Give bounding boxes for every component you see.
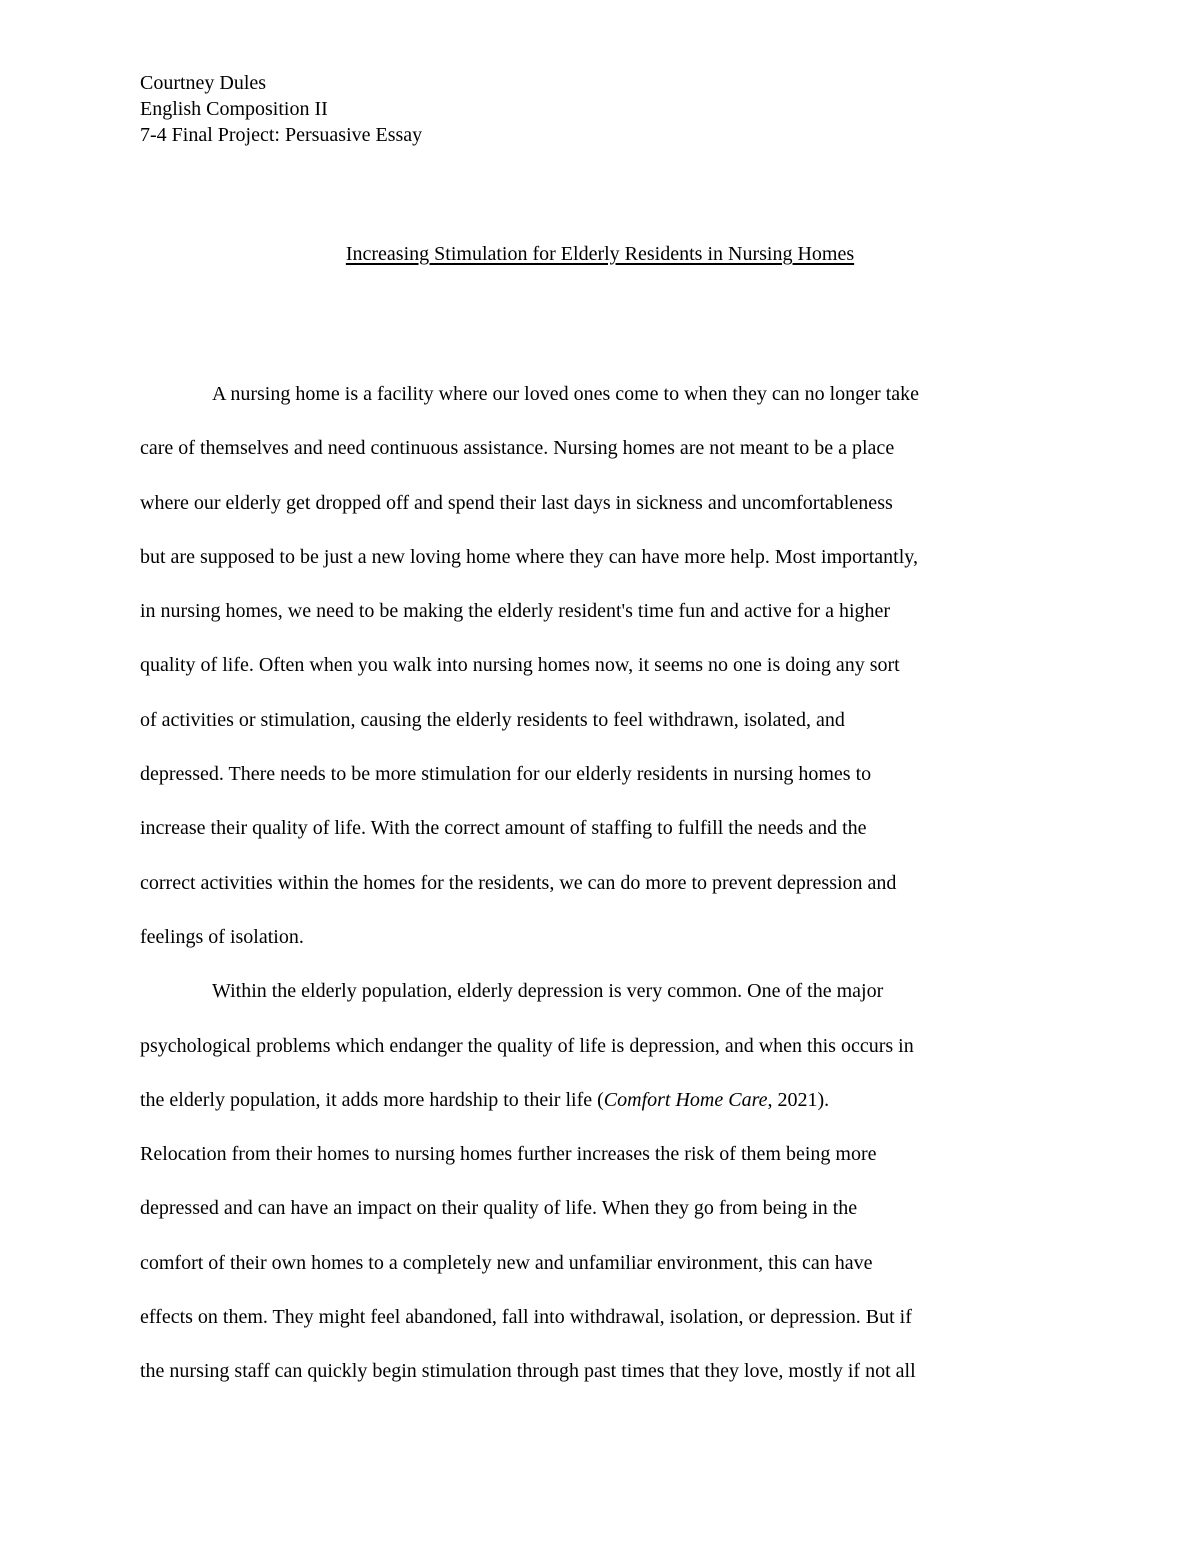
- essay-title: [140, 240, 1060, 268]
- paragraph-line: care of themselves and need continuous assistance. Nursing homes are not meant to be a place: [140, 437, 895, 460]
- paragraph-line: in nursing homes, we need to be making the elderly resident's time fun and active for a higher: [140, 600, 891, 623]
- paragraph-line: A nursing home is a facility where our loved ones come to when they can no longer take: [212, 383, 920, 405]
- paragraph-line: depressed and can have an impact on their quality of life. When they go from being in the: [140, 1197, 858, 1220]
- paragraph-line: feelings of isolation.: [140, 925, 304, 948]
- line-text-before-citation: the elderly population, it adds more hardship to their life (: [140, 1088, 604, 1111]
- line-text-after-citation: , 2021).: [767, 1088, 830, 1111]
- paragraph-line: comfort of their own homes to a completely new and unfamiliar environment, this can have: [140, 1251, 873, 1274]
- paragraph-line: correct activities within the homes for the residents, we can do more to prevent depression and: [140, 871, 897, 894]
- paragraph-line: effects on them. They might feel abandoned, fall into withdrawal, isolation, or depression. But if: [140, 1306, 912, 1329]
- paragraph-line: of activities or stimulation, causing the elderly residents to feel withdrawn, isolated, and: [140, 708, 845, 731]
- paragraph-2: [140, 964, 1060, 1398]
- paragraph-line: psychological problems which endanger the quality of life is depression, and when this occurs in: [140, 1034, 914, 1057]
- paragraph-line-with-citation: [140, 1073, 1060, 1127]
- citation-source: Comfort Home Care: [603, 1088, 768, 1111]
- paragraph-line: the nursing staff can quickly begin stimulation through past times that they love, mostly if not all: [140, 1360, 916, 1383]
- course-name: English Composition II: [140, 98, 328, 120]
- author-name: Courtney Dules: [140, 72, 267, 94]
- essay-title-text: Increasing Stimulation for Elderly Residents in Nursing Homes: [345, 243, 855, 265]
- paragraph-line: depressed. There needs to be more stimulation for our elderly residents in nursing homes to: [140, 763, 872, 786]
- paragraph-line: but are supposed to be just a new loving home where they can have more help. Most importantly,: [140, 545, 918, 568]
- paragraph-line: quality of life. Often when you walk into nursing homes now, it seems no one is doing any sort: [140, 654, 900, 677]
- paragraph-line: where our elderly get dropped off and spend their last days in sickness and uncomfortableness: [140, 491, 893, 514]
- paragraph-line: Relocation from their homes to nursing homes further increases the risk of them being more: [140, 1143, 877, 1166]
- essay-body: [140, 367, 1060, 1399]
- paragraph-line: Within the elderly population, elderly depression is very common. One of the major: [212, 980, 884, 1003]
- document-header: [140, 70, 1060, 148]
- paragraph-line: increase their quality of life. With the correct amount of staffing to fulfill the needs and the: [140, 817, 867, 840]
- assignment-name: 7-4 Final Project: Persuasive Essay: [140, 124, 423, 146]
- paragraph-1: [140, 367, 1060, 964]
